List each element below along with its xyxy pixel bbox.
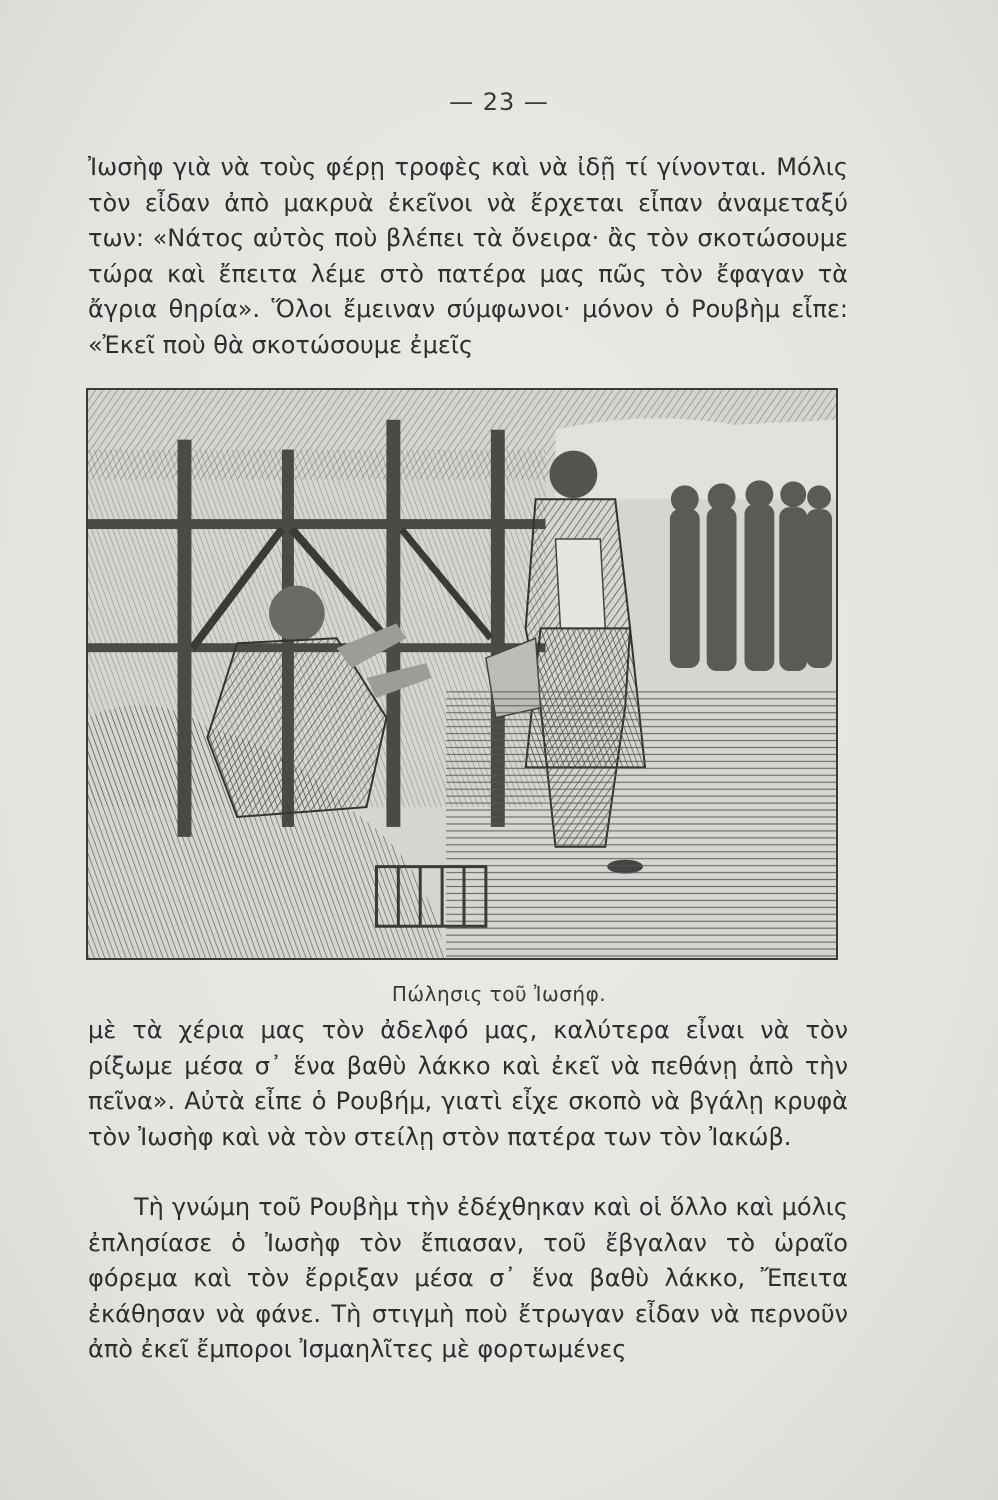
page-number: — 23 — xyxy=(449,88,549,116)
figure-caption: Πώλησις τοῦ Ἰωσήφ. xyxy=(391,982,607,1006)
engraving-drawing xyxy=(88,390,836,958)
paragraph-top: Ἰωσὴφ γιὰ νὰ τοὺς φέρῃ τροφὲς καὶ νὰ ἰδῇ τί γίνονται. Μόλις τὸν εἶδαν ἀπὸ μακρυὰ ἐκεῖνοι νὰ ἔρχεται εἶπαν ἀναμεταξύ των: «Νάτος αὐτὸς ποὺ βλέπει τὰ ὄνειρα· ἂς τὸν σκοτώσουμε τώρα καὶ ἔπειτα λέμε στὸ πατέρα μας πῶς τὸν ἔφαγαν τὰ ἄγρια θηρία». Ὅλοι ἔμειναν σύμφωνοι· μόνον ὁ Ρουβὴμ εἶπε: «Ἐκεῖ ποὺ θὰ σκοτώσουμε ἐμεῖς xyxy=(88,153,848,359)
paragraph-bottom-2: Τὴ γνώμη τοῦ Ρουβὴμ τὴν ἐδέχθηκαν καὶ οἱ ὅλλο καὶ μόλις ἐπλησίασε ὁ Ἰωσὴφ τὸν ἔπιασαν, τοῦ ἔβγαλαν τὸ ὡραῖο φόρεμα καὶ τὸν ἔρριξαν μέσα σ᾽ ἕνα βαθὺ λάκκο, Ἔπειτα ἐκάθησαν νὰ φάνε. Τὴ στιγμὴ ποὺ ἔτρωγαν εἶδαν νὰ περνοῦν ἀπὸ ἐκεῖ ἔμποροι Ἰσμαηλῖτες μὲ φορτωμένες xyxy=(88,1193,848,1363)
engraving-illustration xyxy=(86,388,838,960)
paragraph-bottom-1: μὲ τὰ χέρια μας τὸν ἀδελφό μας, καλύτερα εἶναι νὰ τὸν ρίξωμε μέσα σ᾽ ἕνα βαθὺ λάκκο καὶ ἐκεῖ νὰ πεθάνῃ ἀπὸ τὴν πεῖνα». Αὐτὰ εἶπε ὁ Ρουβήμ, γιατὶ εἶχε σκοπὸ νὰ βγάλῃ κρυφὰ τὸν Ἰωσὴφ καὶ νὰ τὸν στείλῃ στὸν πατέρα των τὸν Ἰακώβ. xyxy=(88,1016,848,1151)
